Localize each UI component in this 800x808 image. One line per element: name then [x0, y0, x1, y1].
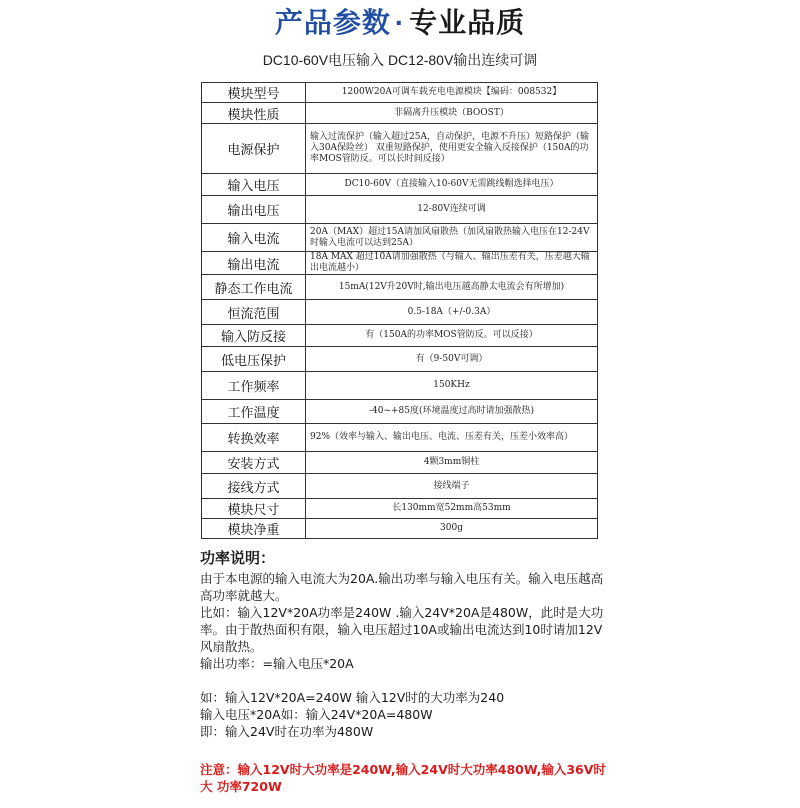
spec-value: 接线端子 [306, 474, 598, 499]
spec-row [202, 83, 598, 103]
spec-row [202, 300, 598, 325]
spec-row [202, 347, 598, 372]
spec-row [202, 124, 598, 174]
spec-row [202, 174, 598, 196]
spec-label: 工作频率 [202, 372, 306, 400]
spec-row [202, 224, 598, 252]
power-example-line: 即：输入24V时在功率为480W [200, 724, 374, 739]
spec-value: 150KHz [306, 372, 598, 400]
spec-row [202, 424, 598, 452]
spec-value: 12-80V连续可调 [306, 196, 598, 224]
spec-value: 有（9-50V可调） [306, 347, 598, 372]
spec-label: 模块性质 [202, 103, 306, 124]
spec-value: 18A MAX 超过10A请加强散热（与输入、输出压差有关，压差越大输出电流越小） [306, 252, 598, 275]
spec-row [202, 474, 598, 499]
spacer [200, 672, 610, 689]
spec-row [202, 275, 598, 300]
power-example-line: 输入电压*20A如：输入24V*20A=480W [200, 707, 433, 722]
power-note-line: 由于本电源的输入电流大为20A.输出功率与输入电压有关。输入电压越高高功率就越大。 [200, 571, 604, 603]
spec-value: DC10-60V（直接输入10-60V无需跳线帽选择电压） [306, 174, 598, 196]
spec-label: 模块尺寸 [202, 499, 306, 519]
spec-label: 输出电流 [202, 252, 306, 275]
power-example-line: 如：输入12V*20A=240W 输入12V时的大功率为240 [200, 690, 505, 705]
title-dot: · [394, 7, 406, 38]
spec-label: 模块型号 [202, 83, 306, 103]
spec-label: 工作温度 [202, 400, 306, 424]
spec-table [201, 82, 598, 539]
spec-row [202, 400, 598, 424]
spec-label: 输入电流 [202, 224, 306, 252]
spec-label: 恒流范围 [202, 300, 306, 325]
power-notes [200, 548, 610, 808]
spec-value: 1200W20A可调车载充电电源模块【编码：008532】 [306, 83, 598, 103]
spec-value: 0.5-18A（+/-0.3A） [306, 300, 598, 325]
spec-row [202, 325, 598, 347]
spec-label: 输入电压 [202, 174, 306, 196]
spec-label: 转换效率 [202, 424, 306, 452]
spec-value: 4颗3mm铜柱 [306, 452, 598, 474]
spec-row [202, 499, 598, 519]
spec-value: 长130mm宽52mm高53mm [306, 499, 598, 519]
spec-row [202, 252, 598, 275]
spec-label: 模块净重 [202, 519, 306, 539]
spec-label: 输出电压 [202, 196, 306, 224]
power-note-line: 输出功率：=输入电压*20A [200, 656, 354, 671]
page-title [0, 4, 800, 42]
spec-value: -40~+85度(环境温度过高时请加强散热) [306, 400, 598, 424]
spec-label: 输入防反接 [202, 325, 306, 347]
spec-value: 输入过流保护（输入超过25A，自动保护，电源不升压）短路保护（输入30A保险丝） 双重短路保护，使用更安全输入反接保护（150A的功率MOS管防反。可以长时间反接） [306, 124, 598, 174]
spec-label: 接线方式 [202, 474, 306, 499]
spec-value: 20A（MAX）超过15A请加风扇散热（加风扇散热输入电压在12-24V时输入电流可以达到25A） [306, 224, 598, 252]
spec-label: 电源保护 [202, 124, 306, 174]
spec-row [202, 452, 598, 474]
title-part-2: 专业品质 [409, 7, 526, 38]
spec-table-body [202, 83, 598, 539]
page-subtitle: DC10-60V电压输入 DC12-80V输出连续可调 [262, 52, 538, 68]
spec-row [202, 519, 598, 539]
spec-row [202, 372, 598, 400]
spec-label: 静态工作电流 [202, 275, 306, 300]
spec-label: 低电压保护 [202, 347, 306, 372]
spacer [200, 740, 610, 757]
spec-value: 有（150A的功率MOS管防反。可以反接） [306, 325, 598, 347]
spec-row [202, 103, 598, 124]
spec-row [202, 196, 598, 224]
power-notes-heading: 功率说明： [200, 549, 276, 567]
spec-value: 92%（效率与输入、输出电压、电流、压差有关，压差小效率高） [306, 424, 598, 452]
title-part-1: 产品参数 [274, 7, 391, 38]
spec-label: 安装方式 [202, 452, 306, 474]
spec-value: 15mA(12V升20V时,输出电压越高静太电流会有所增加) [306, 275, 598, 300]
power-warning: 注意：输入12V时大功率是240W,输入24V时大功率480W,输入36V时大 功率720W [200, 762, 606, 794]
spec-value: 300g [306, 519, 598, 539]
spec-value: 非隔离升压模块（BOOST） [306, 103, 598, 124]
power-note-line: 比如：输入12V*20A功率是240W .输入24V*20A是480W，此时是大功率。由于散热面积有限，输入电压超过10A或输出电流达到10时请加12V风扇散热。 [200, 605, 604, 654]
